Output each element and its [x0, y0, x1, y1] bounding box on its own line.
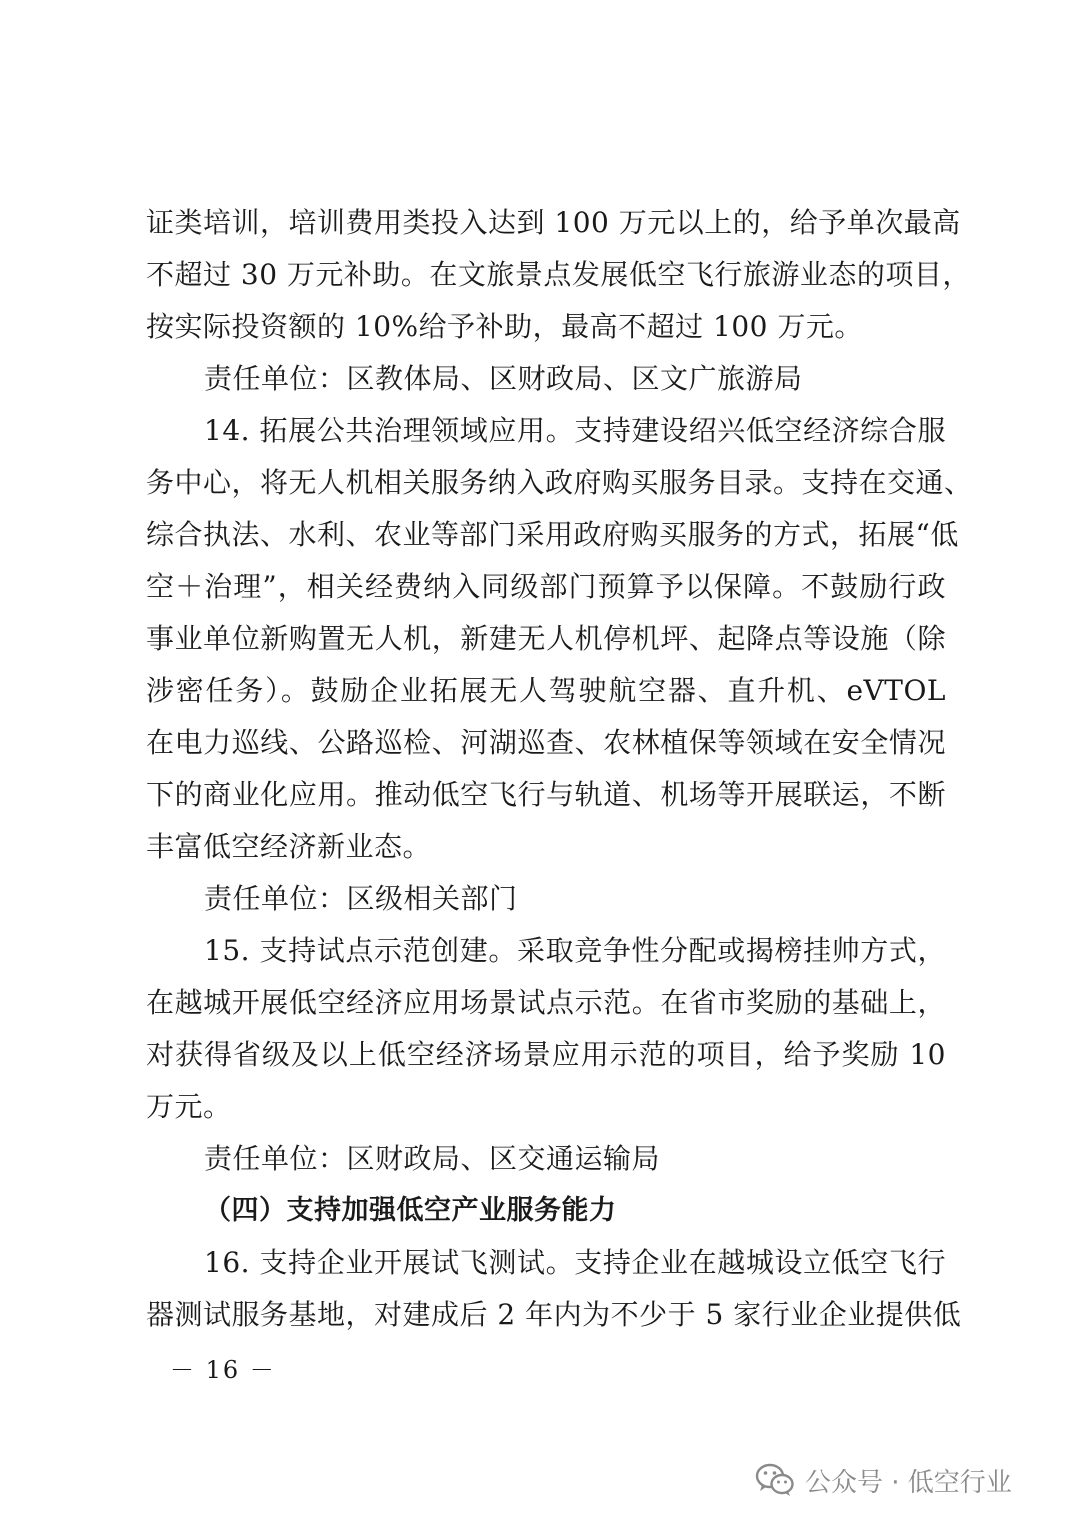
text-line: 在电力巡线、公路巡检、河湖巡查、农林植保等领域在安全情况 — [146, 726, 946, 759]
text-line: 丰富低空经济新业态。 — [146, 830, 432, 863]
document-body — [146, 197, 973, 1341]
watermark-text: 公众号 · 低空行业 — [805, 1467, 1012, 1498]
text-line: 在越城开展低空经济应用场景试点示范。在省市奖励的基础上， — [146, 986, 946, 1019]
responsible-unit-line: 责任单位：区教体局、区财政局、区文广旅游局 — [204, 362, 803, 395]
text-line: 综合执法、水利、农业等部门采用政府购买服务的方式，拓展“低 — [146, 518, 959, 551]
wechat-icon — [755, 1462, 795, 1498]
text-line: 万元。 — [146, 1090, 232, 1123]
text-line: 空＋治理”，相关经费纳入同级部门预算予以保障。不鼓励行政 — [146, 570, 946, 603]
text-line: 涉密任务）。鼓励企业拓展无人驾驶航空器、直升机、eVTOL — [146, 674, 946, 707]
text-line: 下的商业化应用。推动低空飞行与轨道、机场等开展联运，不断 — [146, 778, 946, 811]
text-line: 不超过 30 万元补助。在文旅景点发展低空飞行旅游业态的项目， — [146, 258, 971, 291]
watermark — [755, 1455, 1012, 1505]
text-line: 器测试服务基地，对建成后 2 年内为不少于 5 家行业企业提供低 — [146, 1298, 962, 1331]
section-heading: （四）支持加强低空产业服务能力 — [204, 1195, 617, 1226]
item-15-heading-line: 15. 支持试点示范创建。采取竞争性分配或揭榜挂帅方式， — [204, 934, 946, 967]
text-line: 对获得省级及以上低空经济场景应用示范的项目，给予奖励 10 — [146, 1038, 946, 1071]
responsible-unit-line: 责任单位：区级相关部门 — [204, 882, 518, 915]
item-16-heading-line: 16. 支持企业开展试飞测试。支持企业在越城设立低空飞行 — [204, 1246, 946, 1279]
text-line: 务中心，将无人机相关服务纳入政府购买服务目录。支持在交通、 — [146, 466, 973, 499]
page-number: － 16 － — [170, 1356, 276, 1384]
text-line: 按实际投资额的 10%给予补助，最高不超过 100 万元。 — [146, 310, 863, 343]
responsible-unit-line: 责任单位：区财政局、区交通运输局 — [204, 1142, 661, 1175]
text-line: 事业单位新购置无人机，新建无人机停机坪、起降点等设施（除 — [146, 622, 946, 655]
item-14-heading-line: 14. 拓展公共治理领域应用。支持建设绍兴低空经济综合服 — [204, 414, 946, 447]
text-line: 证类培训，培训费用类投入达到 100 万元以上的，给予单次最高 — [146, 206, 961, 239]
